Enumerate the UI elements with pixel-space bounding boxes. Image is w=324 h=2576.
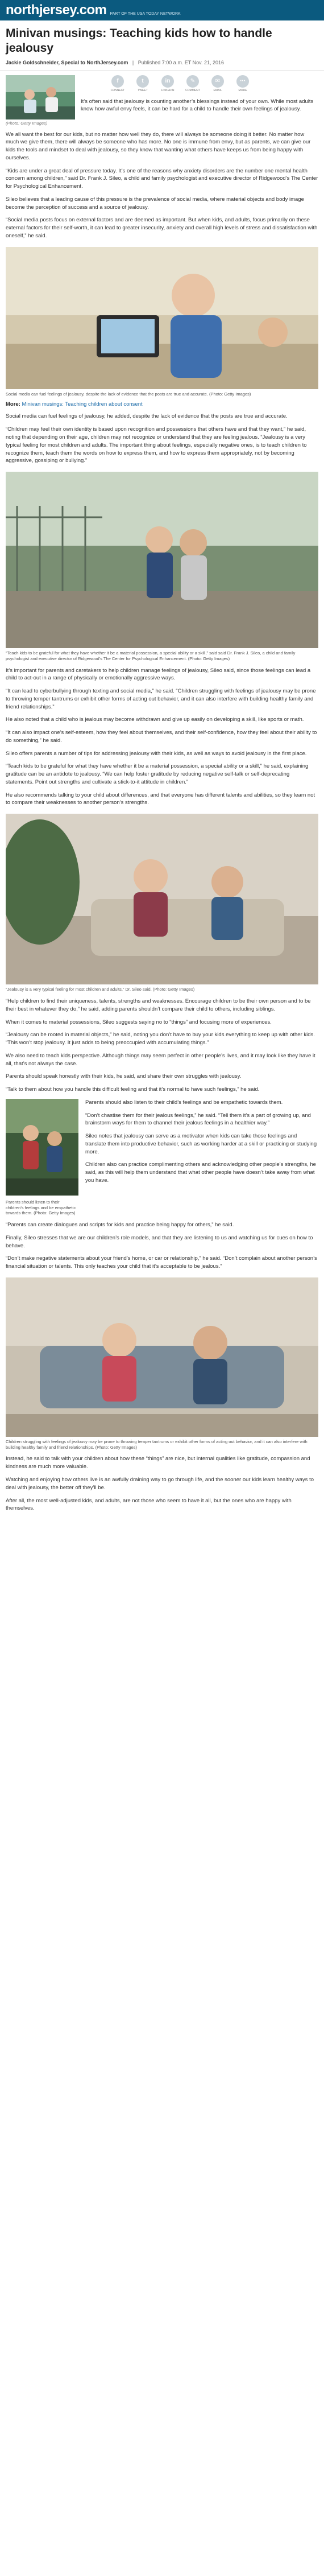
share-item[interactable] [109, 75, 126, 92]
paragraph: Instead, he said to talk with your children about how these “things” are nice, but internal qualities like gratitude, compassion and kindness are much more valuable. [6, 1456, 310, 1470]
paragraph: Children also can practice complimenting others and acknowledging other people’s strengths, he said, as this will help them understand that what other people have doesn’t take away from what you have. [85, 1161, 316, 1184]
paragraph: “Jealousy can be rooted in material objects,” he said, noting you don’t have to buy your kids everything to keep up with other kids. “This won’t stop jealousy. It just adds to being preoccupied with accumulating things.” [6, 1032, 315, 1046]
email-icon[interactable]: ✉ [211, 75, 224, 88]
paragraph: “Help children to find their uniqueness, talents, strengths and weaknesses. Encourage children to be their own person and to be their best in whatever they do,” he said, adding parents shouldn’t compare their child to others, including siblings. [6, 998, 311, 1012]
photo-caption: Social media can fuel feelings of jealousy, despite the lack of evidence that the posts are true and accurate. (Photo: Getty Images) [6, 391, 251, 397]
share-label: EMAIL [213, 88, 222, 92]
lead-photo-credit: (Photo: Getty Images) [6, 120, 48, 126]
paragraph: We also need to teach kids perspective. Although things may seem perfect in other people’s lives, and it may look like they have it all, that’s not always the case. [6, 1052, 315, 1067]
site-tagline: PART OF THE USA TODAY NETWORK [110, 11, 181, 16]
float-text [85, 1099, 318, 1216]
comment-icon[interactable]: ✎ [186, 75, 199, 88]
photo-kids-playground[interactable] [6, 472, 318, 648]
more-label: More: [6, 401, 20, 408]
paragraph: After all, the most well-adjusted kids, and adults, are not those who seem to have it all, but the ones who are happy with themselves. [6, 1497, 292, 1512]
paragraph: Parents should also listen to their child’s feelings and be empathetic towards them. [85, 1099, 283, 1106]
share-label: CONNECT [110, 88, 125, 92]
paragraph: “Don’t make negative statements about your friend’s home, or car or relationship,” he said. “Don’t complain about another person’s financial situation or talents. This only teaches your child that it’s acceptable to be jealous.” [6, 1255, 317, 1270]
share-bar [81, 75, 318, 96]
paragraph: He also noted that a child who is jealous may become withdrawn and give up easily on developing a skill, like sports or math. [6, 716, 304, 723]
paragraph: Finally, Sileo stresses that we are our children’s role models, and that they are listening to us and watching us for cues on how to behave. [6, 1234, 313, 1249]
facebook-icon[interactable]: f [111, 75, 124, 88]
inline-figure [6, 1099, 78, 1216]
paragraph: Sileo offers parents a number of tips for addressing jealousy with their kids, as well as ways to avoid jealousy in the first place. [6, 750, 307, 757]
paragraph: Watching and enjoying how others live is an awfully draining way to go through life, and the sooner our kids learn healthy ways to deal with jealousy, the better off they’ll be. [6, 1477, 314, 1491]
paragraph: “Don’t chastise them for their jealous feelings,” he said. “Tell them it’s a part of growing up, and brainstorm ways for them to channel their jealous feelings in a healthier way.” [85, 1112, 311, 1127]
site-logo[interactable]: northjersey.com [6, 2, 107, 18]
photo-kids-sofa[interactable] [6, 1277, 318, 1437]
paragraph: “Teach kids to be grateful for what they have whether it be a material possession, a special ability or a skill,” he said, explaining gratitude can be an antidote to jealousy. “We can help foster gratitude by reducing negative self-talk or self-deprecating statements. Point out strengths and cultivate a stick-to-it attitude in children.” [6, 763, 309, 785]
paragraph: “It can also impact one’s self-esteem, how they feel about themselves, and their self-confidence, how they feel about their ability to do something,” he said. [6, 729, 317, 744]
paragraph: Social media can fuel feelings of jealousy, he added, despite the lack of evidence that the posts are true and accurate. [6, 413, 288, 420]
paragraph: Sileo believes that a leading cause of this pressure is the prevalence of social media, where material objects and body image become the perception of success and a source of jealousy. [6, 196, 304, 211]
share-item[interactable] [184, 75, 201, 92]
paragraph: “Kids are under a great deal of pressure today. It’s one of the reasons why anxiety disorders are the number one mental health concern among children,” said Dr. Frank J. Sileo, a child and family psychologist and executive director of Ridgewood’s The Center for Psychological Enhancement. [6, 167, 318, 190]
linkedin-icon[interactable]: in [161, 75, 174, 88]
lead-right [81, 75, 318, 114]
lead-paragraph: It’s often said that jealousy is counting another’s blessings instead of your own. While most adults know how awful envy feels, it can be hard for a child to handle their own feelings of jealousy. [81, 98, 314, 113]
paragraph: “Talk to them about how you handle this difficult feeling and that it’s normal to have such feelings,” he said. [6, 1086, 260, 1093]
site-header [0, 0, 324, 20]
photo-parent-children[interactable] [6, 1099, 78, 1196]
photo-caption: Children struggling with feelings of jealousy may be prone to throwing temper tantrums or exhibit other forms of acting out behavior, and it can also interfere with building healthy family and friend relationships. (Photo: Getty Images) [6, 1439, 308, 1450]
paragraph: It’s important for parents and caretakers to help children manage feelings of jealousy, Sileo said, since those feelings can lead a child to act-out in a range of physically or emotionally aggressive ways. [6, 667, 311, 682]
photo-caption: “Teach kids to be grateful for what they have whether it be a material possession, a special ability or a skill,” said said Dr. Frank J. Sileo, a child and family psychologist and executive director of Ridgewood’s The Center for Psychological Enhancement. (Photo: Getty Images) [6, 650, 296, 661]
photo-caption: “Jealousy is a very typical feeling for most children and adults,” Dr. Sileo said. (Photo: Getty Images) [6, 987, 195, 992]
author: Jackie Goldschneider, Special to NorthJersey.com [6, 59, 128, 65]
paragraph: “Social media posts focus on external factors and are deemed as important. But when kids, and adults, focus primarily on these external factors for their self-worth, it can lead to greater insecurity, anxiety and overall high levels of stress and dissatisfaction with oneself,” he said. [6, 217, 318, 239]
paragraph: “Children may feel their own identity is based upon recognition and possessions that others have and that they want,” he said, noting that depending on their age, children may not recognize or understand that they are feeling jealous. “Jealousy is a very typical feeling for most children and adults. The important thing about feelings, especially negative ones, is to teach children to recognize them, teach them the words on how to express them, and how to express them appropriately, not by becoming aggressive, gossiping or bullying.” [6, 426, 307, 464]
share-item[interactable] [134, 75, 151, 92]
byline: Jackie Goldschneider, Special to NorthJersey.com | Published 7:00 a.m. ET Nov. 21, 2016 [0, 60, 324, 71]
photo-boy-tablet[interactable] [6, 247, 318, 389]
paragraph: Sileo notes that jealousy can serve as a motivator when kids can take those feelings and translate them into productive behavior, such as working harder at a skill or practicing or studying more. [85, 1133, 317, 1155]
more-link-row [0, 397, 324, 407]
lead-section [0, 71, 324, 119]
paragraph: When it comes to material possessions, Sileo suggests saying no to “things” and focusing more of experiences. [6, 1019, 272, 1025]
twitter-icon[interactable]: t [136, 75, 149, 88]
share-label: COMMENT [185, 88, 200, 92]
share-label: LINKEDIN [161, 88, 175, 92]
share-item[interactable] [209, 75, 226, 92]
article-title: Minivan musings: Teaching kids how to handle jealousy [6, 27, 272, 55]
paragraph: “Parents can create dialogues and scripts for kids and practice being happy for others,” he said. [6, 1222, 234, 1229]
share-item[interactable] [159, 75, 176, 92]
lead-photo[interactable] [6, 75, 75, 119]
photo-kids-couch[interactable] [6, 814, 318, 984]
float-section [0, 1099, 324, 1216]
photo-caption: Parents should listen to their children’s feelings and be empathetic towards them. (Photo: Getty Images) [6, 1199, 76, 1216]
paragraph: “It can lead to cyberbullying through texting and social media,” he said. “Children struggling with feelings of jealousy may be prone to throwing temper tantrums or exhibit other forms of acting out behavior, and it can also interfere with building healthy family and friend relationships.” [6, 688, 316, 710]
share-item[interactable] [234, 75, 251, 92]
published-date: Published 7:00 a.m. ET Nov. 21, 2016 [138, 59, 225, 65]
more-icon[interactable]: ⋯ [236, 75, 249, 88]
share-label: TWEET [138, 88, 148, 92]
paragraph: Parents should speak honestly with their kids, he said, and share their own struggles with jealousy. [6, 1073, 242, 1080]
paragraph: We all want the best for our kids, but no matter how well they do, there will always be someone doing it better. No matter how much we give them, there will always be someone who has more. No one is immune from envy, but as parents, we can give our kids the tools and mindset to deal with jealousy, so they know that wanting what others have keeps us from being happy with ourselves. [6, 131, 311, 161]
paragraph: He also recommends talking to your child about differences, and that everyone has different talents and abilities, so they learn not to compare their weaknesses to another person’s strengths. [6, 792, 315, 806]
share-label: MORE [238, 88, 247, 92]
related-article-link[interactable]: Minivan musings: Teaching children about consent [22, 401, 143, 408]
